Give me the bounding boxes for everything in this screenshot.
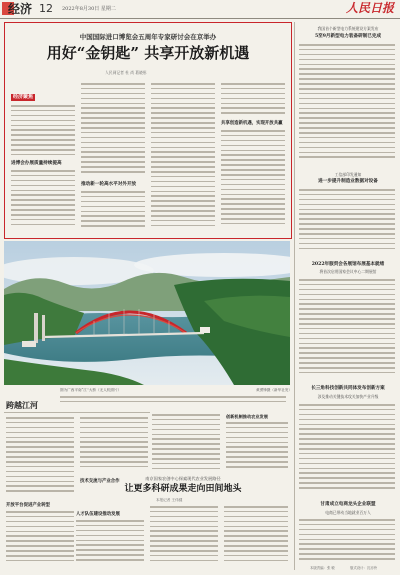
bridge-photo — [4, 241, 290, 385]
photo-caption-text — [60, 396, 286, 408]
lead-subhead-3: 共享创造新机遇，实现开放共赢 — [221, 121, 283, 126]
right-item4-title: 长三角科技创新共同体发布创新方案 — [311, 386, 385, 391]
bl-col2-text — [80, 417, 148, 477]
bm-col3-text — [224, 506, 288, 566]
bm-subhead: 人才队伍建设推动发展 — [76, 512, 120, 517]
right-item2-text — [299, 189, 395, 257]
right-item4-text — [299, 404, 395, 496]
bl-col1-text — [6, 417, 74, 501]
masthead — [0, 0, 400, 19]
bm-col1-text — [76, 520, 144, 566]
lead-col2-text — [81, 83, 145, 181]
right-item5-text — [299, 519, 395, 565]
bottom-upper-col3-text — [226, 422, 288, 474]
bl-subhead-1: 开放平台促进产业转型 — [6, 503, 50, 508]
photo-credit: 图为广西平南“江”大桥（无人机照片） — [60, 388, 122, 392]
lead-tag: 经济聚焦 — [13, 94, 34, 100]
lead-kicker: 中国国际进口博览会五周年专家研讨会在京举办 — [79, 33, 217, 41]
lead-subhead-1: 进博会办展质量持续提高 — [11, 161, 62, 166]
right-item3-sub: 将首次启用国家会议中心二期展馆 — [319, 269, 377, 274]
bottom-mid-story — [76, 476, 290, 568]
bm-title: 让更多科研成果走向田间地头 — [124, 484, 242, 494]
right-item1-text — [299, 44, 395, 164]
right-item4-sub: 涉及推动关键技术攻关加快产业升级 — [317, 394, 379, 399]
right-item5-sub: 电商已带动当地就业百万人 — [325, 510, 371, 515]
bottom-right-subhead: 创新机制推动农业发展 — [226, 414, 268, 419]
lead-story-box — [4, 22, 292, 239]
lead-col4b-text — [221, 130, 285, 233]
photo-photographer: 黄勇锋摄（新华社发） — [256, 388, 292, 392]
lead-subhead-2: 推动新一轮高水平对外开放 — [81, 182, 137, 187]
right-item1-kicker: 我国首个新型电力系统建设方案发布 — [317, 26, 379, 31]
bl-col1b-text — [6, 511, 74, 567]
right-item1-title: 5至9月新型电力装备研制已完成 — [314, 34, 382, 39]
bridge-photo-image — [4, 241, 290, 385]
right-column — [294, 22, 399, 570]
bl-subhead-2: 技术交流与产业合作 — [80, 479, 120, 484]
right-item2-title: 进一步提升制造业数据对设备 — [318, 179, 378, 184]
lead-col2b-text — [81, 191, 145, 233]
right-item2-kicker: 工信部印发通知 — [334, 172, 362, 177]
lead-col3-text — [151, 83, 215, 233]
brand-logo: 人民日报 — [345, 1, 394, 15]
page-number: 12 — [39, 2, 53, 15]
lead-col1-text — [11, 105, 75, 161]
lead-col1b-text — [11, 170, 75, 232]
bm-byline: 本报记者 王伟健 — [156, 498, 183, 502]
lead-col4-text — [221, 83, 285, 119]
footer-editor: 本版责编：张 敏 — [310, 566, 335, 570]
right-item5-title: 甘肃成立电商龙头企业联盟 — [320, 502, 376, 507]
footer-design: 版式设计：沈亦伶 — [350, 566, 378, 570]
photo-caption-title: 跨越江河 — [6, 400, 38, 410]
bottom-upper-col2-text — [152, 414, 220, 474]
lead-headline: 用好“金钥匙” 共享开放新机遇 — [46, 44, 250, 62]
right-item3-text — [299, 279, 395, 381]
bm-col2-text — [150, 506, 218, 566]
section-name: 经济 — [8, 2, 33, 16]
bm-kicker: 南京国家农创中心探索现代农业发展路径 — [145, 476, 221, 481]
right-item3-title: 2022年服贸会各展馆布展基本就绪 — [311, 262, 385, 267]
issue-date: 2022年8月30日 星期二 — [62, 6, 116, 12]
lead-byline: 人民网记者 杜 尚 葛晓彤 — [105, 70, 147, 75]
